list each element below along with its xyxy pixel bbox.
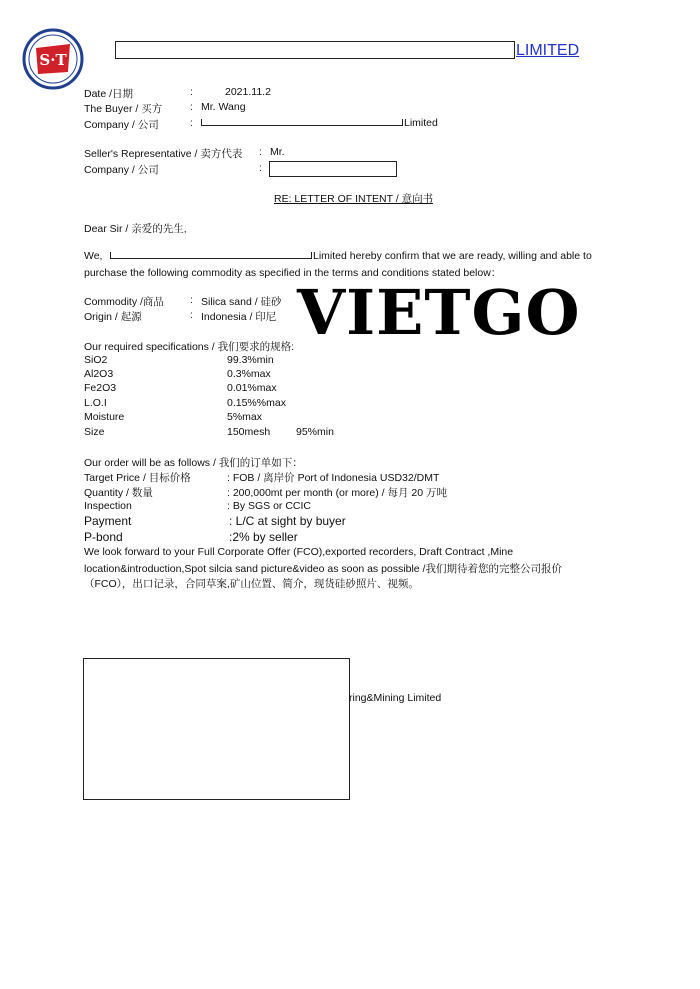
- company-sep: :: [190, 117, 193, 129]
- company-label: Company / 公司: [84, 119, 159, 131]
- pbond-value: :2% by seller: [229, 530, 298, 544]
- greeting: Dear Sir / 亲爱的先生,: [84, 223, 187, 235]
- origin-label: Origin / 起源: [84, 311, 142, 323]
- spec-value: 99.3%min: [227, 354, 274, 366]
- intro-prefix: We,: [84, 250, 103, 262]
- spec-value: 0.3%max: [227, 368, 271, 380]
- spec-value: 0.01%max: [227, 382, 277, 394]
- spec-name: SiO2: [84, 354, 108, 366]
- seller-rep-value: Mr.: [270, 146, 285, 158]
- seller-company-label: Company / 公司: [84, 164, 159, 176]
- buyer-sep: :: [190, 101, 193, 113]
- inspection-label: Inspection: [84, 500, 132, 512]
- buyer-label: The Buyer / 买方: [84, 103, 163, 115]
- document-title: RE: LETTER OF INTENT / 意向书: [274, 193, 434, 205]
- payment-value: : L/C at sight by buyer: [229, 514, 346, 528]
- redacted-signature-box: [83, 658, 350, 800]
- logo-text: S·T: [39, 51, 67, 69]
- intro-suffix: Limited hereby confirm that we are ready, willing and able to: [313, 250, 592, 262]
- specs-heading: Our required specifications / 我们要求的规格:: [84, 341, 295, 353]
- payment-label: Payment: [84, 514, 132, 528]
- seller-company-sep: :: [259, 162, 262, 174]
- commodity-value: Silica sand / 硅砂: [201, 296, 282, 308]
- commodity-label: Commodity /商品: [84, 296, 164, 308]
- redacted-our-company: [110, 252, 312, 259]
- date-sep: :: [190, 86, 193, 98]
- date-value: 2021.11.2: [225, 86, 271, 98]
- buyer-value: Mr. Wang: [201, 101, 246, 113]
- closing-line-2: location&introduction,Spot silcia sand picture&video as soon as possible /我们期待着您的完整公司报价: [84, 563, 562, 575]
- spec-name: Size: [84, 426, 105, 438]
- spec-name: Al2O3: [84, 368, 114, 380]
- origin-value: Indonesia / 印尼: [201, 311, 277, 323]
- spec-name: Moisture: [84, 411, 125, 423]
- spec-name: L.O.I: [84, 397, 107, 409]
- seller-rep-sep: :: [259, 146, 262, 158]
- origin-sep: :: [190, 309, 193, 321]
- redacted-buyer-company: [201, 119, 403, 126]
- redacted-company-name: [115, 41, 515, 59]
- target-price-label: Target Price / 目标价格: [84, 472, 191, 484]
- spec-name: Fe2O3: [84, 382, 117, 394]
- closing-line-1: We look forward to your Full Corporate Offer (FCO),exported recorders, Draft Contract ,Mine: [84, 546, 514, 558]
- date-label: Date /日期: [84, 88, 134, 100]
- company-suffix: LIMITED: [516, 42, 580, 59]
- spec-value: 0.15%%max: [227, 397, 286, 409]
- commodity-sep: :: [190, 294, 193, 306]
- quantity-label: Quantity / 数量: [84, 487, 153, 499]
- spec-extra: 95%min: [296, 426, 334, 438]
- intro-line2: purchase the following commodity as specified in the terms and conditions stated below：: [84, 267, 502, 279]
- signature-company-fragment: ring&Mining Limited: [349, 692, 442, 704]
- watermark-vietgo: VIETGO: [297, 276, 581, 349]
- seller-rep-label: Seller's Representative / 卖方代表: [84, 148, 243, 160]
- quantity-value: : 200,000mt per month (or more) / 每月 20 万吨: [227, 487, 447, 499]
- target-price-value: : FOB / 离岸价 Port of Indonesia USD32/DMT: [227, 472, 440, 484]
- closing-line-3: （FCO），出口记录，合同草案,矿山位置、简介，现货硅砂照片、视频。: [84, 578, 419, 590]
- pbond-label: P-bond: [84, 530, 123, 544]
- redacted-seller-company: [269, 161, 397, 177]
- spec-value: 150mesh: [227, 426, 271, 438]
- inspection-value: : By SGS or CCIC: [227, 500, 312, 512]
- company-value-suffix: Limited: [404, 117, 438, 129]
- spec-value: 5%max: [227, 411, 263, 423]
- company-logo-icon: [22, 28, 84, 90]
- order-heading: Our order will be as follows / 我们的订单如下：: [84, 457, 303, 469]
